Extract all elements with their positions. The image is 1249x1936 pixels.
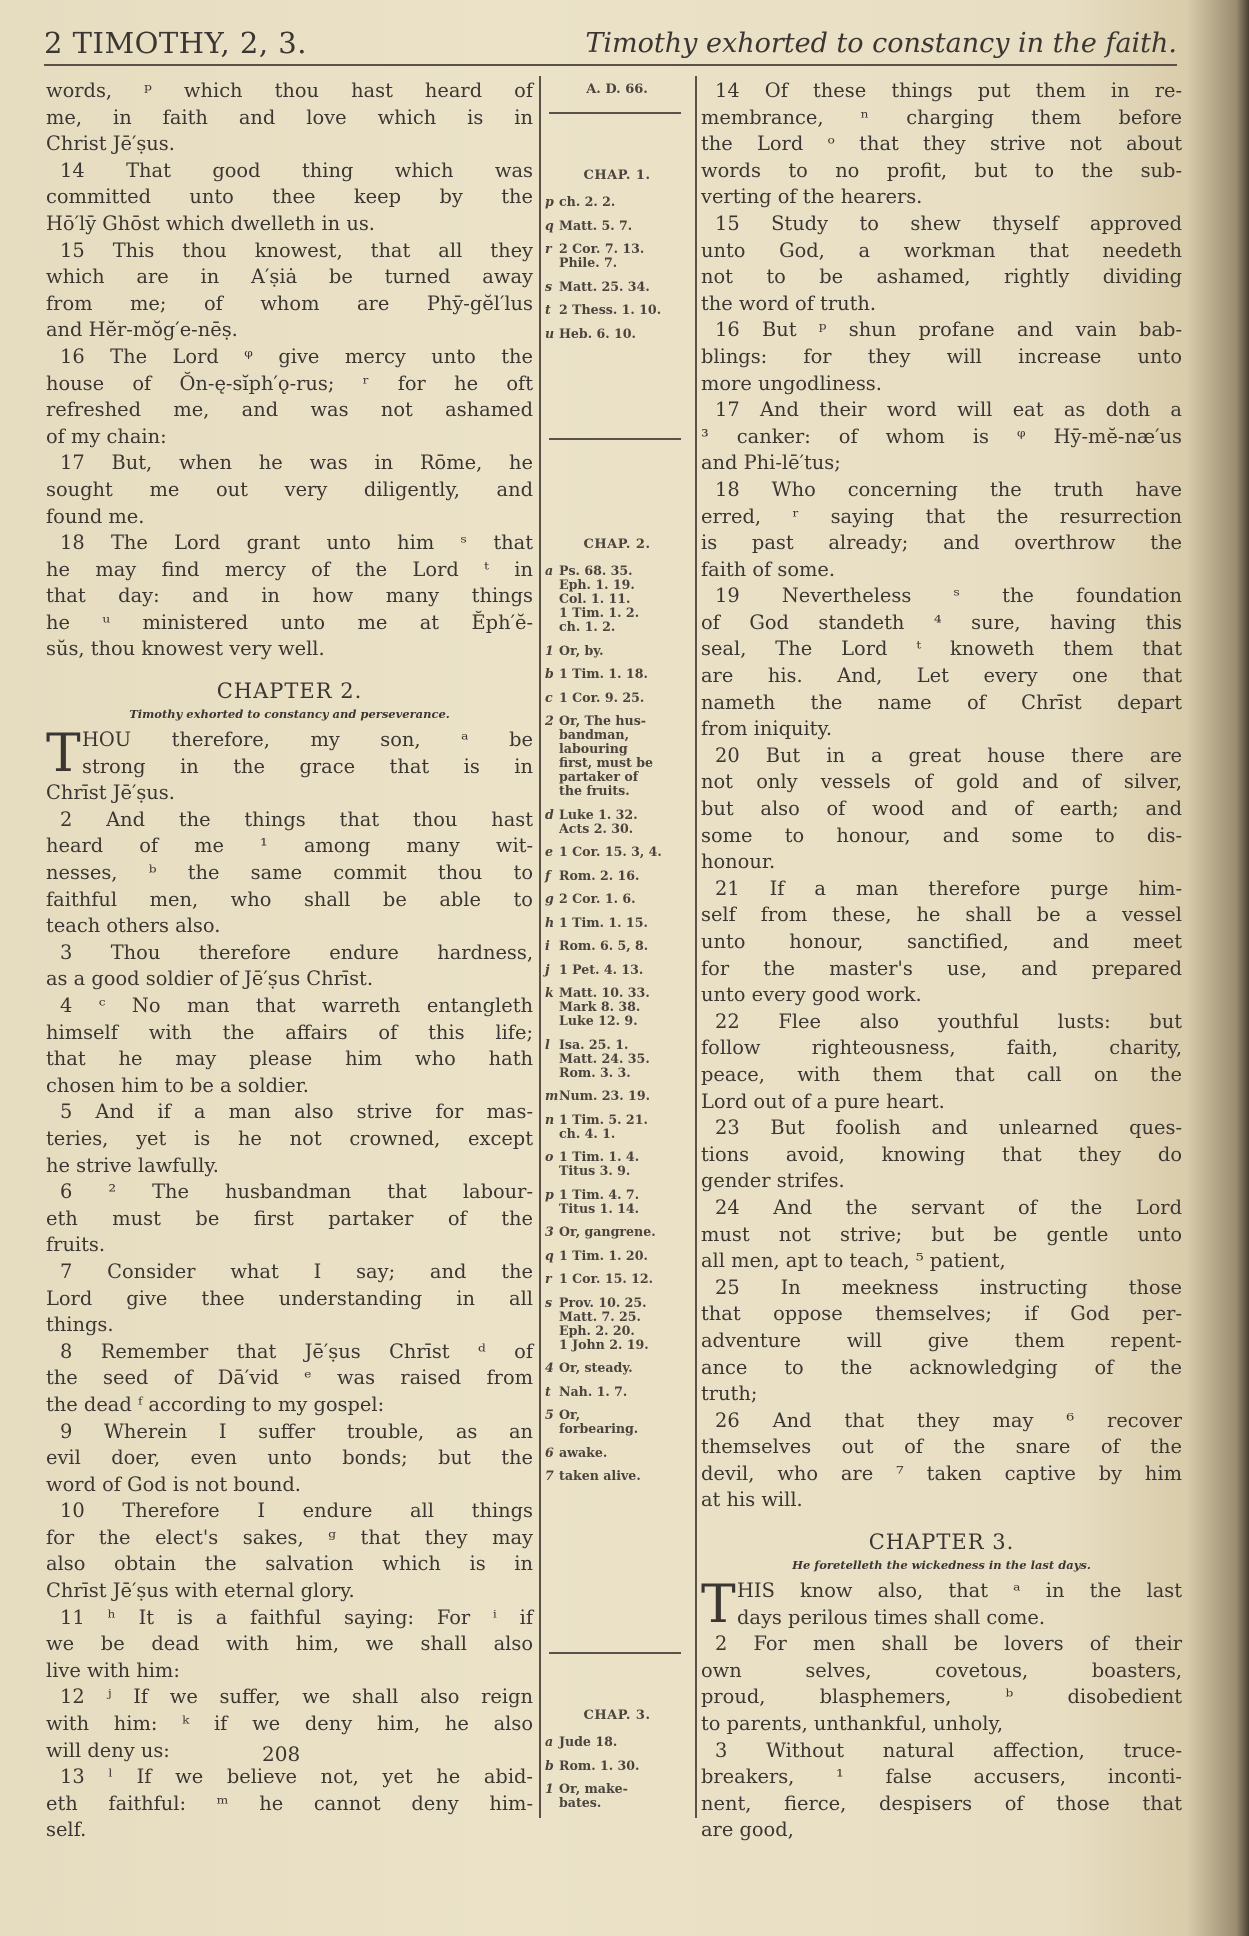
reference-text: Isa. 25. 1. Matt. 24. 35. Rom. 3. 3. xyxy=(559,1036,650,1080)
text-line: the seed of Dā′vid ᵉ was raised from xyxy=(46,1366,533,1390)
text-line: faith of some. xyxy=(701,557,836,581)
text-line: 11 ʰ It is a faithful saying: For ⁱ if xyxy=(60,1605,533,1629)
text-line: will deny us: xyxy=(46,1738,170,1762)
reference-text: 1 Cor. 9. 25. xyxy=(559,689,645,705)
text-line: he ᵘ ministered unto me at Ĕph′ĕ- xyxy=(46,610,533,634)
text-line: for the elect's sakes, ᵍ that they may xyxy=(46,1525,533,1549)
reference-text: Matt. 5. 7. xyxy=(559,217,633,233)
text-line: heard of me ¹ among many wit- xyxy=(46,834,533,858)
text-line: with him: ᵏ if we deny him, he also xyxy=(46,1712,533,1736)
text-line: 23 But foolish and unlearned ques- xyxy=(715,1116,1182,1140)
reference-marker: q xyxy=(545,1247,554,1263)
text-line: but also of wood and of earth; and xyxy=(701,797,1182,821)
margin-reference xyxy=(545,1735,689,1749)
margin-reference xyxy=(545,1150,689,1178)
margin-group xyxy=(545,168,689,350)
drop-cap-paragraph xyxy=(701,1575,1182,1636)
text-line: follow righteousness, faith, charity, xyxy=(701,1036,1182,1060)
margin-reference xyxy=(545,939,689,953)
reference-text: Jude 18. xyxy=(559,1734,618,1749)
text-line: teach others also. xyxy=(46,914,221,938)
text-line: 7 Consider what I say; and the xyxy=(60,1259,533,1283)
text-line: of God standeth ⁴ sure, having this xyxy=(701,610,1182,634)
text-line: 16 The Lord ᵠ give mercy unto the xyxy=(60,344,533,368)
reference-text: 1 Tim. 1. 18. xyxy=(559,666,648,681)
reference-text: ch. 2. 2. xyxy=(559,194,616,209)
text-line: unto God, a workman that needeth xyxy=(701,238,1182,262)
text-line: membrance, ⁿ charging them before xyxy=(701,105,1182,129)
text-line: peace, with them that call on the xyxy=(701,1062,1182,1086)
text-line: he may find mercy of the Lord ᵗ in xyxy=(46,557,533,581)
text-line: must not strive; but be gentle unto xyxy=(701,1222,1182,1246)
text-line: seal, The Lord ᵗ knoweth them that xyxy=(701,637,1182,661)
text-line: words, ᵖ which thou hast heard of xyxy=(46,79,533,102)
margin-reference xyxy=(545,219,689,233)
text-line: Hō′lȳ Ghōst which dwelleth in us. xyxy=(46,211,375,235)
text-line: some to honour, and some to dis- xyxy=(701,823,1182,847)
margin-reference xyxy=(545,1296,689,1352)
text-line: 20 But in a great house there are xyxy=(715,743,1182,767)
reference-marker: b xyxy=(545,1757,554,1773)
text-line: nent, fierce, despisers of those that xyxy=(701,1791,1182,1815)
reference-text: Rom. 1. 30. xyxy=(559,1757,640,1773)
reference-text: 1 Pet. 4. 13. xyxy=(559,961,644,977)
margin-reference xyxy=(545,1361,689,1375)
text-line: the word of truth. xyxy=(701,291,877,315)
rule-line xyxy=(549,112,681,114)
reference-marker: g xyxy=(545,891,554,906)
reference-marker: a xyxy=(545,563,554,578)
text-line: 17 But, when he was in Rōme, he xyxy=(60,451,533,475)
margin-reference xyxy=(545,892,689,906)
text-line: devil, who are ⁷ taken captive by him xyxy=(701,1461,1182,1485)
text-line: at his will. xyxy=(701,1488,803,1512)
reference-marker: f xyxy=(545,867,551,883)
text-line: 21 If a man therefore purge him- xyxy=(715,876,1182,900)
text-line: that he may please him who hath xyxy=(46,1047,533,1071)
margin-reference xyxy=(545,1249,689,1263)
reference-marker: 2 xyxy=(545,713,554,728)
text-line: verting of the hearers. xyxy=(701,185,923,209)
reference-marker: s xyxy=(545,1294,553,1310)
reference-text: Heb. 6. 10. xyxy=(559,325,636,341)
text-line: of my chain: xyxy=(46,424,167,448)
reference-marker: r xyxy=(545,1271,552,1286)
text-line: words to no profit, but to the sub- xyxy=(701,158,1182,182)
rule-line xyxy=(549,1652,681,1654)
text-line: truth; xyxy=(701,1382,758,1406)
text-line: fruits. xyxy=(46,1233,106,1257)
text-line: not only vessels of gold and of silver, xyxy=(701,770,1182,794)
margin-reference xyxy=(545,845,689,859)
margin-reference xyxy=(545,869,689,883)
reference-text: 1 Tim. 1. 20. xyxy=(559,1247,648,1263)
text-line: nameth the name of Chrīst depart xyxy=(701,690,1182,714)
reference-marker: j xyxy=(545,961,550,977)
text-line: proud, blasphemers, ᵇ disobedient xyxy=(701,1685,1182,1709)
text-line: 3 Thou therefore endure hardness, xyxy=(60,940,533,964)
reference-marker: m xyxy=(545,1088,559,1103)
reference-text: 1 Cor. 15. 12. xyxy=(559,1271,654,1286)
text-line: eth faithful: ᵐ he cannot deny him- xyxy=(46,1791,533,1815)
margin-reference xyxy=(545,714,689,798)
text-line: that day: and in how many things xyxy=(46,584,533,608)
margin-chapter-title: CHAP. 2. xyxy=(583,537,651,552)
reference-marker: c xyxy=(545,689,553,705)
text-line: ³ canker: of whom is ᵠ Hȳ-mĕ-næ′us xyxy=(701,424,1182,448)
text-line: faithful men, who shall be able to xyxy=(46,887,533,911)
margin-reference xyxy=(545,280,689,294)
margin-reference xyxy=(545,916,689,930)
reference-text: Or, steady. xyxy=(559,1360,633,1375)
text-line: Christ Jē′ṣus. xyxy=(46,132,175,156)
reference-marker: 5 xyxy=(545,1407,554,1422)
text-line: HIS know also, that ᵃ in the last xyxy=(737,1579,1182,1603)
text-line: 3 Without natural affection, truce- xyxy=(715,1738,1182,1762)
text-line: also obtain the salvation which is in xyxy=(46,1552,533,1576)
reference-marker: p xyxy=(545,194,554,209)
text-line: self from these, he shall be a vessel xyxy=(701,903,1182,927)
reference-text: awake. xyxy=(559,1444,608,1460)
reference-text: Or, forbearing. xyxy=(559,1407,639,1436)
text-line: is past already; and overthrow the xyxy=(701,531,1182,555)
text-line: he strive lawfully. xyxy=(46,1153,219,1177)
reference-marker: d xyxy=(545,806,554,822)
reference-text: Ps. 68. 35. Eph. 1. 19. Col. 1. 11. 1 Tim. 1. 2. ch. 1. 2. xyxy=(559,563,640,634)
text-line: for the master's use, and prepared xyxy=(701,956,1182,980)
text-line: Lord out of a pure heart. xyxy=(701,1089,945,1113)
text-line: we be dead with him, we shall also xyxy=(46,1632,533,1656)
reference-marker: t xyxy=(545,302,551,317)
text-line: 17 And their word will eat as doth a xyxy=(715,398,1182,422)
margin-group xyxy=(545,537,689,1493)
page-summary-title: Timothy exhorted to constancy in the faith. xyxy=(585,28,1177,59)
margin-reference xyxy=(545,1113,689,1141)
reference-text: Or, make- bates. xyxy=(559,1781,628,1810)
margin-group xyxy=(545,1708,689,1820)
reference-marker: u xyxy=(545,325,555,341)
reference-text: Nah. 1. 7. xyxy=(559,1383,628,1399)
text-line: 22 Flee also youthful lusts: but xyxy=(715,1009,1182,1033)
reference-marker: a xyxy=(545,1734,554,1749)
reference-marker: e xyxy=(545,844,554,859)
reference-marker: b xyxy=(545,666,554,681)
text-line: 16 But ᵖ shun profane and vain bab- xyxy=(715,318,1182,342)
margin-reference xyxy=(545,1782,689,1810)
margin-reference xyxy=(545,963,689,977)
text-line: 18 The Lord grant unto him ˢ that xyxy=(60,531,533,555)
reference-text: 1 Tim. 5. 21. ch. 4. 1. xyxy=(559,1111,648,1141)
chapter-heading: CHAPTER 3. xyxy=(868,1530,1015,1555)
text-line: Lord give thee understanding in all xyxy=(46,1286,533,1310)
text-line: 4 ᶜ No man that warreth entangleth xyxy=(60,994,533,1017)
margin-reference xyxy=(545,1038,689,1080)
text-line: own selves, covetous, boasters, xyxy=(701,1658,1182,1682)
margin-chapter-title: CHAP. 1. xyxy=(583,168,651,183)
text-line: and Phi-lē′tus; xyxy=(701,451,841,475)
text-line: evil doer, even unto bonds; but the xyxy=(46,1446,533,1470)
text-line: unto every good work. xyxy=(701,983,922,1007)
text-line: word of God is not bound. xyxy=(46,1472,301,1496)
reference-marker: s xyxy=(545,278,553,294)
margin-reference xyxy=(545,1408,689,1436)
reference-text: 2 Cor. 7. 13. Phile. 7. xyxy=(559,241,645,270)
text-line: unto honour, sanctified, and meet xyxy=(701,930,1182,953)
margin-reference xyxy=(545,303,689,317)
margin-reference xyxy=(545,327,689,341)
reference-text: Or, The hus- bandman, labouring first, must be partaker of the fruits. xyxy=(559,713,654,798)
text-line: 26 And that they may ⁶ recover xyxy=(715,1408,1182,1432)
text-line: 8 Remember that Jē′ṣus Chrīst ᵈ of xyxy=(60,1339,533,1363)
text-line: 2 And the things that thou hast xyxy=(60,807,533,831)
margin-reference xyxy=(545,195,689,209)
text-line: things. xyxy=(46,1313,114,1337)
left-text-column xyxy=(46,78,533,1844)
text-line: not to be ashamed, rightly dividing xyxy=(701,265,1182,289)
reference-text: 1 Tim. 1. 4. Titus 3. 9. xyxy=(559,1149,640,1178)
reference-marker: q xyxy=(545,217,554,233)
text-line: and Hĕr-mŏg′e-nēṣ. xyxy=(46,318,238,342)
reference-text: 2 Thess. 1. 10. xyxy=(559,302,662,317)
reference-marker: 1 xyxy=(545,1781,554,1796)
reference-marker: 3 xyxy=(545,1224,554,1239)
reference-marker: h xyxy=(545,914,555,930)
reference-marker: l xyxy=(545,1036,550,1052)
text-line: 18 Who concerning the truth have xyxy=(715,477,1182,501)
text-line: blings: for they will increase unto xyxy=(701,344,1182,368)
text-line: tions avoid, knowing that they do xyxy=(701,1142,1182,1166)
reference-text: Rom. 2. 16. xyxy=(559,867,640,883)
margin-reference xyxy=(545,667,689,681)
page-number: 208 xyxy=(262,1742,301,1766)
reference-marker: o xyxy=(545,1149,554,1164)
reference-marker: 4 xyxy=(545,1360,554,1375)
text-line: 2 For men shall be lovers of their xyxy=(715,1632,1182,1656)
text-line: 15 Study to shew thyself approved xyxy=(715,211,1182,235)
reference-text: Or, gangrene. xyxy=(559,1224,656,1239)
drop-cap-paragraph xyxy=(46,724,533,785)
text-line: erred, ʳ saying that the resurrection xyxy=(701,504,1182,528)
reference-text: Matt. 25. 34. xyxy=(559,278,650,294)
text-line: 10 Therefore I endure all things xyxy=(60,1499,533,1523)
text-line: 13 ˡ If we believe not, yet he abid- xyxy=(60,1765,533,1789)
text-line: 19 Nevertheless ˢ the foundation xyxy=(715,584,1182,608)
text-line: 24 And the servant of the Lord xyxy=(715,1195,1182,1219)
text-line: to parents, unthankful, unholy, xyxy=(701,1712,1004,1736)
margin-reference xyxy=(545,1385,689,1399)
margin-year: A. D. 66. xyxy=(586,82,648,97)
margin-reference xyxy=(545,1446,689,1460)
reference-marker: p xyxy=(545,1186,554,1202)
reference-text: taken alive. xyxy=(559,1468,641,1483)
reference-text: Matt. 10. 33. Mark 8. 38. Luke 12. 9. xyxy=(559,985,650,1028)
text-line: 15 This thou knowest, that all they xyxy=(60,238,533,262)
text-line: HOU therefore, my son, ᵃ be xyxy=(82,728,533,752)
text-line: from me; of whom are Phȳ-gĕl′lus xyxy=(46,291,533,315)
text-line: nesses, ᵇ the same commit thou to xyxy=(46,861,533,885)
reference-marker: 6 xyxy=(545,1444,554,1460)
margin-reference xyxy=(545,691,689,705)
text-line: house of Ŏn-ę-sĭph′ǫ-rus; ʳ for he oft xyxy=(46,371,533,395)
reference-text: 1 Cor. 15. 3, 4. xyxy=(559,844,662,859)
text-line: all men, apt to teach, ⁵ patient, xyxy=(701,1249,1006,1273)
text-line: found me. xyxy=(46,504,145,528)
text-line: that oppose themselves; if God per- xyxy=(701,1302,1182,1326)
text-line: Chrīst Jē′ṣus. xyxy=(46,781,175,805)
margin-reference xyxy=(545,808,689,836)
text-line: chosen him to be a soldier. xyxy=(46,1073,309,1097)
text-line: 14 That good thing which was xyxy=(60,158,533,182)
text-line: breakers, ¹ false accusers, inconti- xyxy=(701,1765,1182,1789)
text-line: committed unto thee keep by the xyxy=(46,185,533,209)
margin-reference xyxy=(545,242,689,270)
text-line: the dead ᶠ according to my gospel: xyxy=(46,1392,385,1416)
text-line: themselves out of the snare of the xyxy=(701,1435,1182,1459)
reference-marker: t xyxy=(545,1383,551,1399)
text-line: honour. xyxy=(701,850,776,874)
text-line: sought me out very diligently, and xyxy=(46,477,533,501)
chapter-heading: CHAPTER 2. xyxy=(216,679,363,704)
margin-chapter-title: CHAP. 3. xyxy=(583,1708,651,1723)
book-chapter-title: 2 TIMOTHY, 2, 3. xyxy=(44,26,307,60)
text-line: 14 Of these things put them in re- xyxy=(715,79,1182,102)
margin-reference xyxy=(545,644,689,658)
margin-reference xyxy=(545,1759,689,1773)
text-line: self. xyxy=(46,1818,87,1842)
text-line: ance to the acknowledging of the xyxy=(701,1355,1182,1379)
margin-reference xyxy=(545,986,689,1028)
column-divider-left xyxy=(539,76,541,1818)
column-divider-right xyxy=(695,76,697,1818)
text-line: are his. And, Let every one that xyxy=(701,664,1182,688)
text-line: sŭs, thou knowest very well. xyxy=(46,637,325,661)
text-line: adventure will give them repent- xyxy=(701,1328,1182,1352)
drop-cap-letter: T xyxy=(701,1575,736,1636)
text-line: eth must be first partaker of the xyxy=(46,1206,533,1230)
reference-text: 1 Tim. 4. 7. Titus 1. 14. xyxy=(559,1186,640,1216)
reference-marker: 7 xyxy=(545,1468,554,1483)
text-line: me, in faith and love which is in xyxy=(46,105,533,129)
rule-line xyxy=(549,438,681,440)
margin-reference xyxy=(545,1188,689,1216)
text-line: from iniquity. xyxy=(701,717,832,741)
text-line: 25 In meekness instructing those xyxy=(715,1275,1182,1299)
margin-reference xyxy=(545,1225,689,1239)
text-line: which are in A′ṣiȧ be turned away xyxy=(46,265,533,289)
text-line: 5 And if a man also strive for mas- xyxy=(60,1100,533,1124)
drop-cap-letter: T xyxy=(46,724,81,785)
chapter-summary: Timothy exhorted to constancy and perseverance. xyxy=(129,707,450,722)
margin-reference xyxy=(545,1089,689,1103)
text-line: Chrīst Jē′ṣus with eternal glory. xyxy=(46,1579,355,1603)
running-header xyxy=(44,26,1177,66)
reference-text: 1 Tim. 1. 15. xyxy=(559,914,648,930)
reference-text: Rom. 6. 5, 8. xyxy=(559,938,649,953)
margin-reference xyxy=(545,1272,689,1286)
text-line: 12 ʲ If we suffer, we shall also reign xyxy=(60,1685,533,1709)
text-line: more ungodliness. xyxy=(701,371,882,395)
reference-text: Prov. 10. 25. Matt. 7. 25. Eph. 2. 20. 1 John 2. 19. xyxy=(559,1294,649,1352)
margin-reference xyxy=(545,1469,689,1483)
reference-text: Luke 1. 32. Acts 2. 30. xyxy=(559,806,638,836)
reference-marker: i xyxy=(545,938,550,953)
reference-text: Num. 23. 19. xyxy=(559,1088,650,1103)
reference-marker: 1 xyxy=(545,642,554,658)
text-line: as a good soldier of Jē′ṣus Chrīst. xyxy=(46,967,374,991)
text-line: teries, yet is he not crowned, except xyxy=(46,1126,533,1150)
text-line: himself with the affairs of this life; xyxy=(46,1020,533,1044)
text-line: gender strifes. xyxy=(701,1169,845,1193)
chapter-summary: He foretelleth the wickedness in the last days. xyxy=(792,1558,1091,1573)
text-line: are good, xyxy=(701,1818,794,1842)
reference-text: 2 Cor. 1. 6. xyxy=(559,891,636,906)
text-line: live with him: xyxy=(46,1658,180,1682)
text-line: days perilous times shall come. xyxy=(737,1605,1045,1629)
right-text-column xyxy=(701,78,1182,1844)
reference-marker: r xyxy=(545,241,552,256)
text-line: 9 Wherein I suffer trouble, as an xyxy=(60,1419,533,1443)
margin-reference xyxy=(545,564,689,634)
text-line: 6 ² The husbandman that labour- xyxy=(60,1180,533,1204)
text-line: refreshed me, and was not ashamed xyxy=(46,398,533,422)
reference-marker: k xyxy=(545,985,554,1000)
text-line: the Lord ᵒ that they strive not about xyxy=(701,132,1182,156)
text-line: strong in the grace that is in xyxy=(82,754,533,778)
reference-text: Or, by. xyxy=(559,642,604,658)
reference-marker: n xyxy=(545,1111,555,1127)
